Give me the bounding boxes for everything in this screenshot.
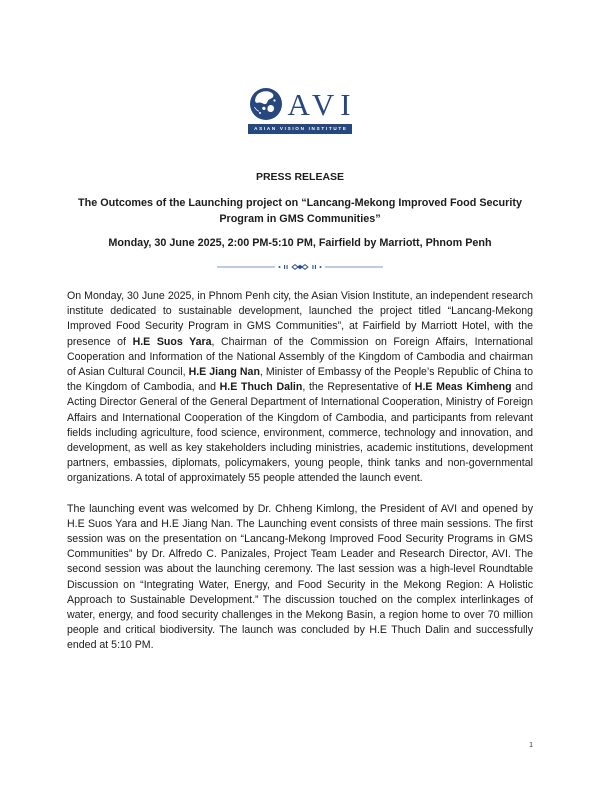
logo-row: [248, 86, 357, 122]
body-paragraph-2: The launching event was welcomed by Dr. Chheng Kimlong, the President of AVI and opened by H.E Suos Yara and H.E Jiang Nan. The Launching event consists of three main sessions. The first session was on the presentation on “Lancang-Mekong Improved Food Security Programs in GMS Communities” by Dr. Alfredo C. Panizales, Project Team Leader and Research Director, AVI. The second session was about the launching ceremony. The last session was a high-level Roundtable Discussion on “Integrating Water, Energy, and Food Security in the Mekong Region: A Holistic Approach to Sustainable Development.” The discussion touched on the complex interlinkages of water, energy, and food security challenges in the Mekong Basin, a region home to over 70 million people and critical biodiversity. The launch was concluded by H.E Thuch Dalin and successfully ended at 5:10 PM.: [67, 502, 533, 652]
avi-logo: [248, 86, 357, 134]
press-release-kicker: PRESS RELEASE: [255, 171, 345, 183]
body-paragraph-1: On Monday, 30 June 2025, in Phnom Penh city, the Asian Vision Institute, an independent research institute dedicated to sustainable development, launched the project titled “Lancang-Mekong Improved Food Security Program in GMS Communities”, at Fairfield by Marriott Hotel, with the presence of H.E Suos Yara, Chairman of the Commission on Foreign Affairs, International Cooperation and Information of the National Assembly of the Kingdom of Cambodia and chairman of Asian Cultural Council, H.E Jiang Nan, Minister of Embassy of the People’s Republic of China to the Kingdom of Cambodia, and H.E Thuch Dalin, the Representative of H.E Meas Kimheng and Acting Director General of the General Department of International Cooperation, Ministry of Foreign Affairs and International Cooperation of the Kingdom of Cambodia, and participants from relevant fields including agriculture, food science, environment, commerce, technology and innovation, and development, as well as key stakeholders including ministries, academic institutions, development partners, embassies, diplomats, policymakers, young people, think tanks and non-governmental organizations. A total of approximately 55 people attended the launch event.: [67, 290, 533, 485]
document-title: The Outcomes of the Launching project on “Lancang-Mekong Improved Food Security Program in GMS Communities”: [78, 197, 522, 225]
globe-asia-icon: [249, 87, 283, 121]
ornament-divider-icon: [67, 262, 533, 272]
logo-acronym: AVI: [287, 86, 357, 122]
press-body: [67, 289, 533, 654]
event-dateline: Monday, 30 June 2025, 2:00 PM-5:10 PM, Fairfield by Marriott, Phnom Penh: [108, 237, 492, 249]
logo-tagline-bar: ASIAN VISION INSTITUTE: [248, 124, 352, 134]
page-number: 1: [529, 742, 533, 749]
